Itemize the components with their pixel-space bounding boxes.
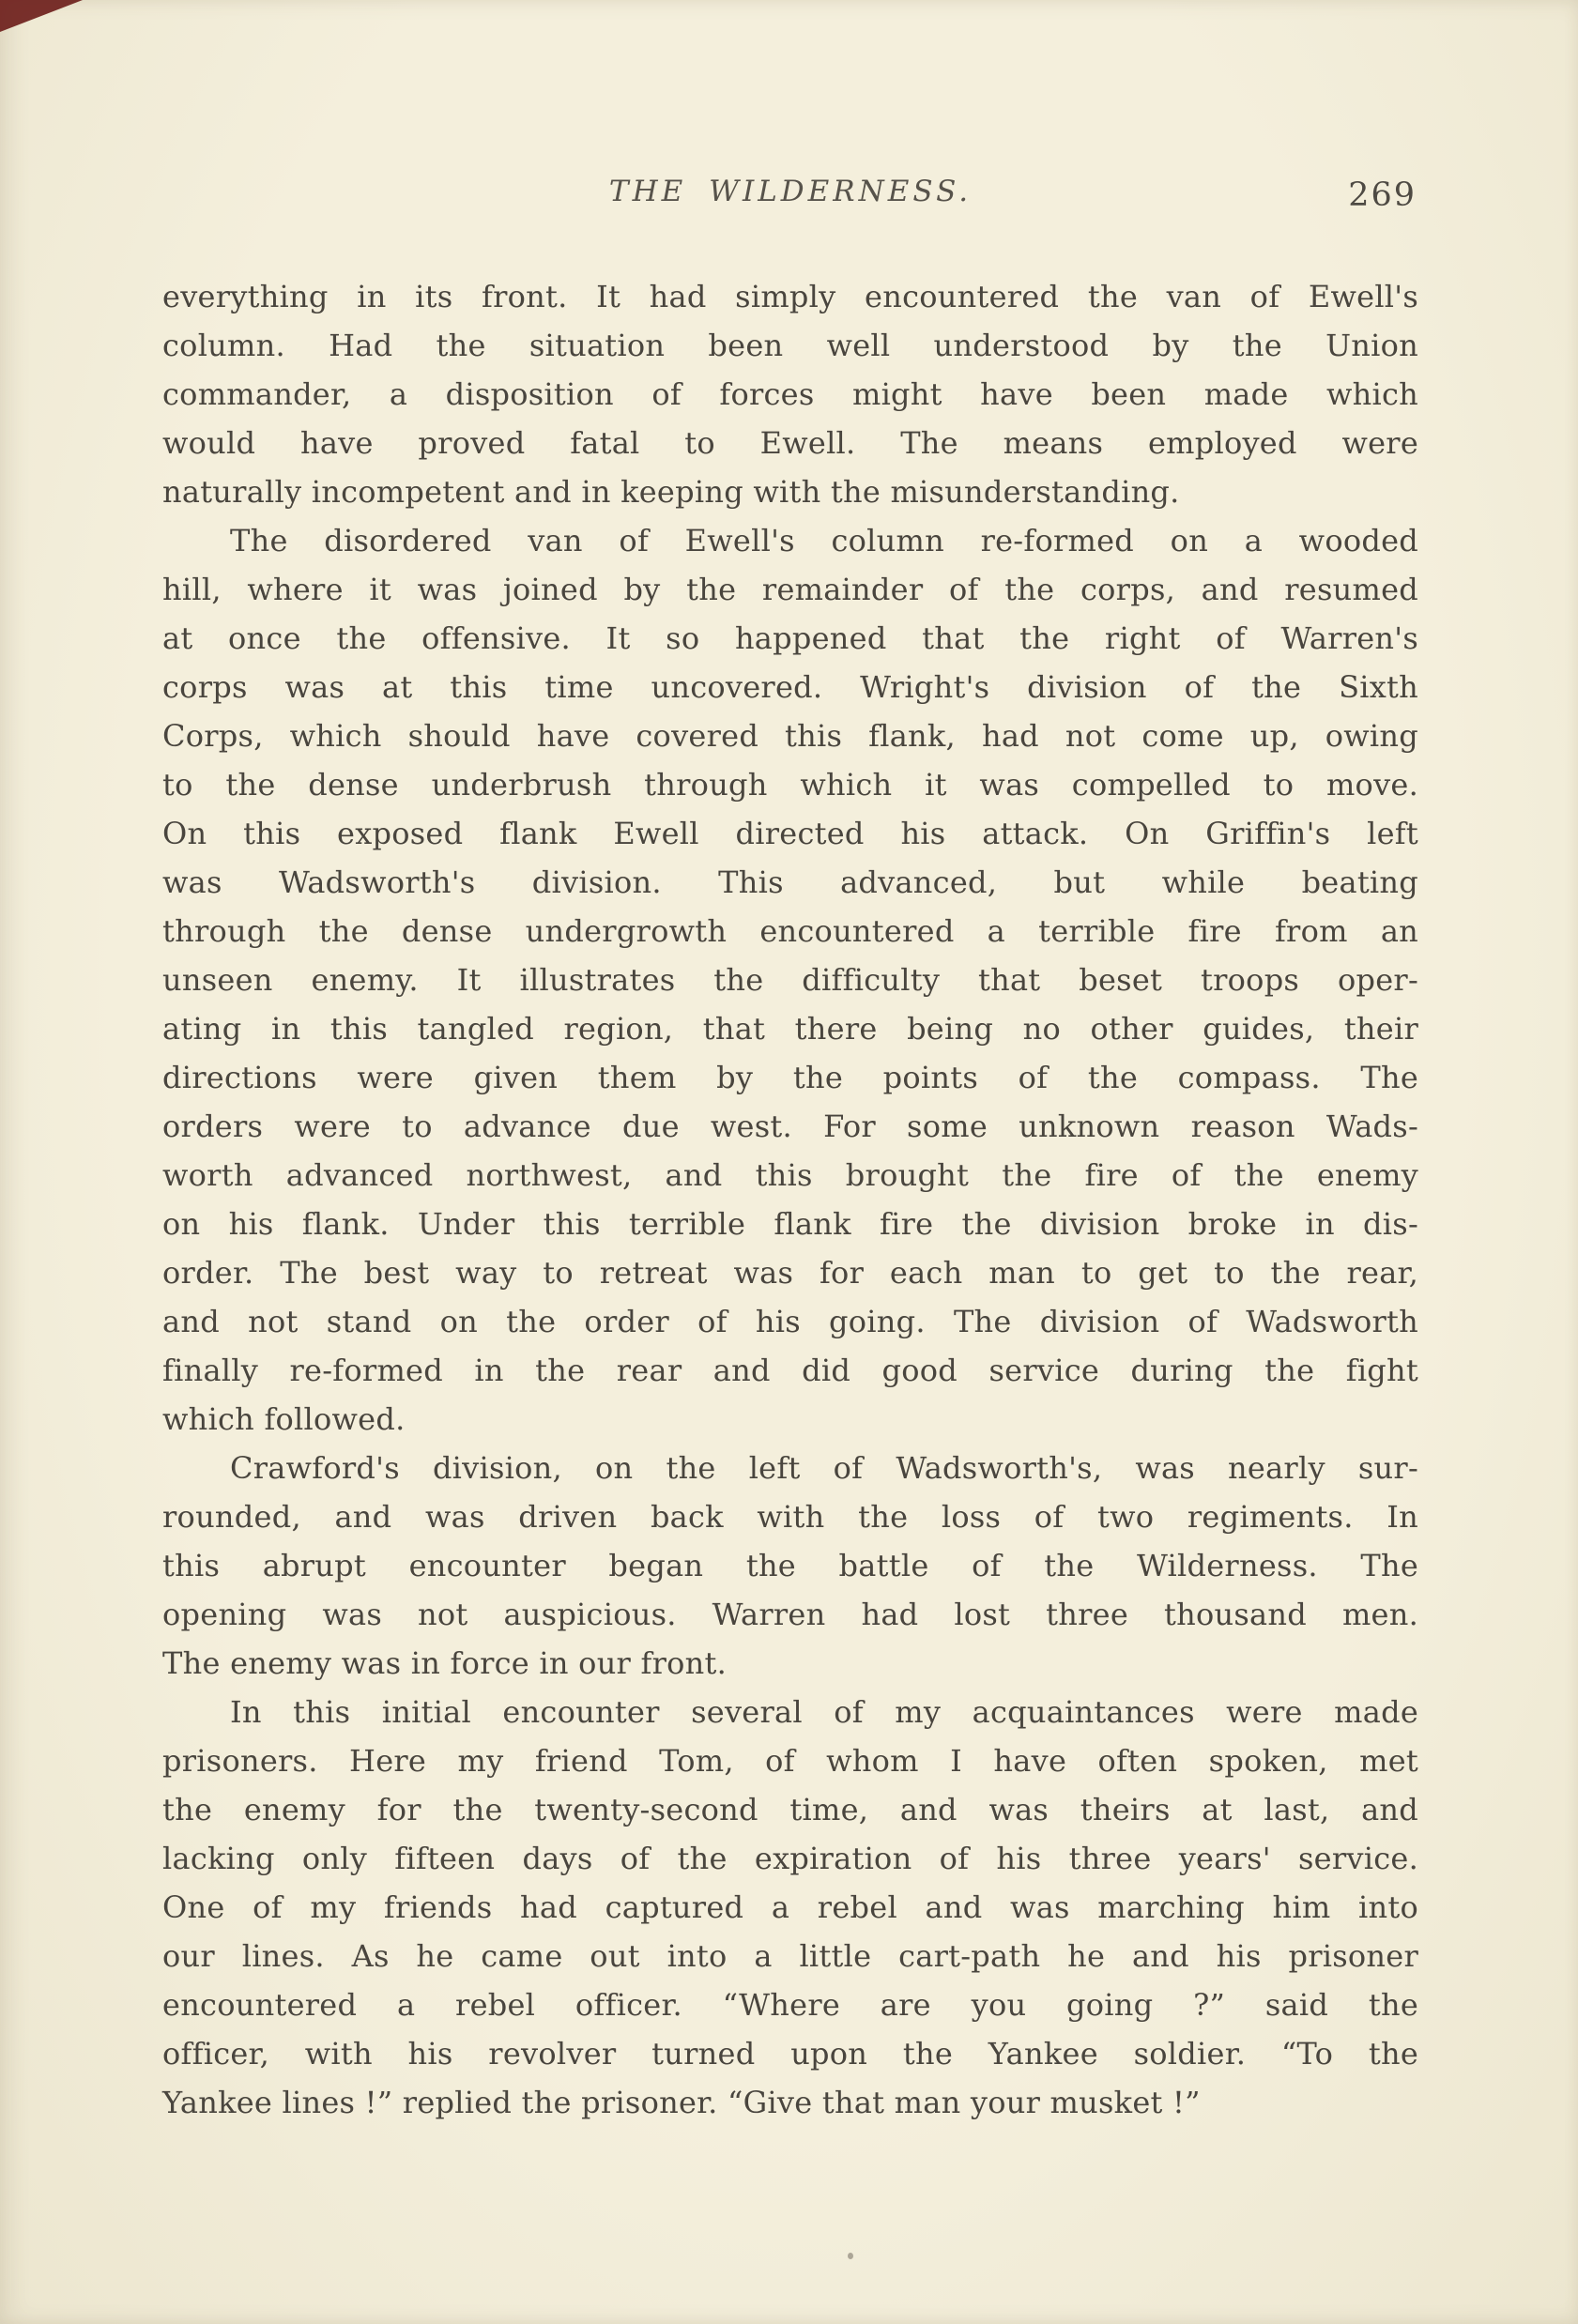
text-line: on his flank. Under this terrible flank fire the division broke in dis- [162,1206,1418,1242]
paragraph [162,516,1418,1444]
text-line: The disordered van of Ewell's column re-formed on a wooded [230,523,1418,558]
text-line: encountered a rebel officer. “Where are you going ?” said the [162,1987,1418,2023]
text-line: column. Had the situation been well understood by the Union [162,328,1418,363]
text-line: unseen enemy. It illustrates the difficulty that beset troops oper- [162,962,1418,998]
book-cover-corner [0,0,83,32]
text-line: which followed. [162,1401,406,1437]
paragraph [162,1688,1418,2127]
text-line: order. The best way to retreat was for each man to get to the rear, [162,1255,1418,1291]
page-number: 269 [1348,176,1417,214]
text-line: corps was at this time uncovered. Wright's division of the Sixth [162,669,1418,705]
text-line: was Wadsworth's division. This advanced, but while beating [162,864,1418,900]
text-line: lacking only fifteen days of the expiration of his three years' service. [162,1841,1418,1876]
text-line: prisoners. Here my friend Tom, of whom I have often spoken, met [162,1743,1418,1779]
text-line: officer, with his revolver turned upon the Yankee soldier. “To the [162,2036,1418,2072]
text-line: naturally incompetent and in keeping with the misunderstanding. [162,474,1180,510]
text-line: Yankee lines !” replied the prisoner. “Give that man your musket !” [162,2085,1201,2120]
text-line: On this exposed flank Ewell directed his attack. On Griffin's left [162,816,1418,851]
text-line: through the dense undergrowth encountered a terrible fire from an [162,913,1418,949]
text-line: the enemy for the twenty-second time, and was theirs at last, and [162,1792,1418,1827]
text-line: at once the offensive. It so happened that the right of Warren's [162,620,1418,656]
text-line: hill, where it was joined by the remainder of the corps, and resumed [162,572,1418,607]
text-line: opening was not auspicious. Warren had lost three thousand men. [162,1597,1418,1632]
text-line: would have proved fatal to Ewell. The means employed were [162,425,1418,461]
text-line: our lines. As he came out into a little cart-path he and his prisoner [162,1938,1418,1974]
text-line: orders were to advance due west. For some unknown reason Wads- [162,1108,1418,1144]
text-line: directions were given them by the points of the compass. The [162,1060,1418,1095]
text-line: commander, a disposition of forces might have been made which [162,376,1418,412]
page-title: THE WILDERNESS. [608,175,973,208]
text-block [162,272,1418,2127]
page-container [162,175,1418,2127]
paragraph [162,1444,1418,1688]
text-line: everything in its front. It had simply encountered the van of Ewell's [162,279,1418,314]
text-line: and not stand on the order of his going. The division of Wadsworth [162,1304,1418,1339]
text-line: finally re-formed in the rear and did good service during the fight [162,1353,1418,1388]
text-line: worth advanced northwest, and this brought the fire of the enemy [162,1157,1418,1193]
text-line: One of my friends had captured a rebel and was marching him into [162,1889,1418,1925]
text-line: In this initial encounter several of my acquaintances were made [230,1694,1418,1730]
text-line: to the dense underbrush through which it was compelled to move. [162,767,1418,803]
text-line: Corps, which should have covered this flank, had not come up, owing [162,718,1418,754]
text-line: this abrupt encounter began the battle of the Wilderness. The [162,1548,1418,1583]
paragraph [162,272,1418,516]
text-line: The enemy was in force in our front. [162,1645,728,1681]
text-line: rounded, and was driven back with the loss of two regiments. In [162,1499,1418,1535]
page-header [162,175,1418,231]
scan-artifact-dot [848,2253,853,2259]
text-line: ating in this tangled region, that there being no other guides, their [162,1011,1418,1047]
text-line: Crawford's division, on the left of Wadsworth's, was nearly sur- [230,1450,1418,1486]
